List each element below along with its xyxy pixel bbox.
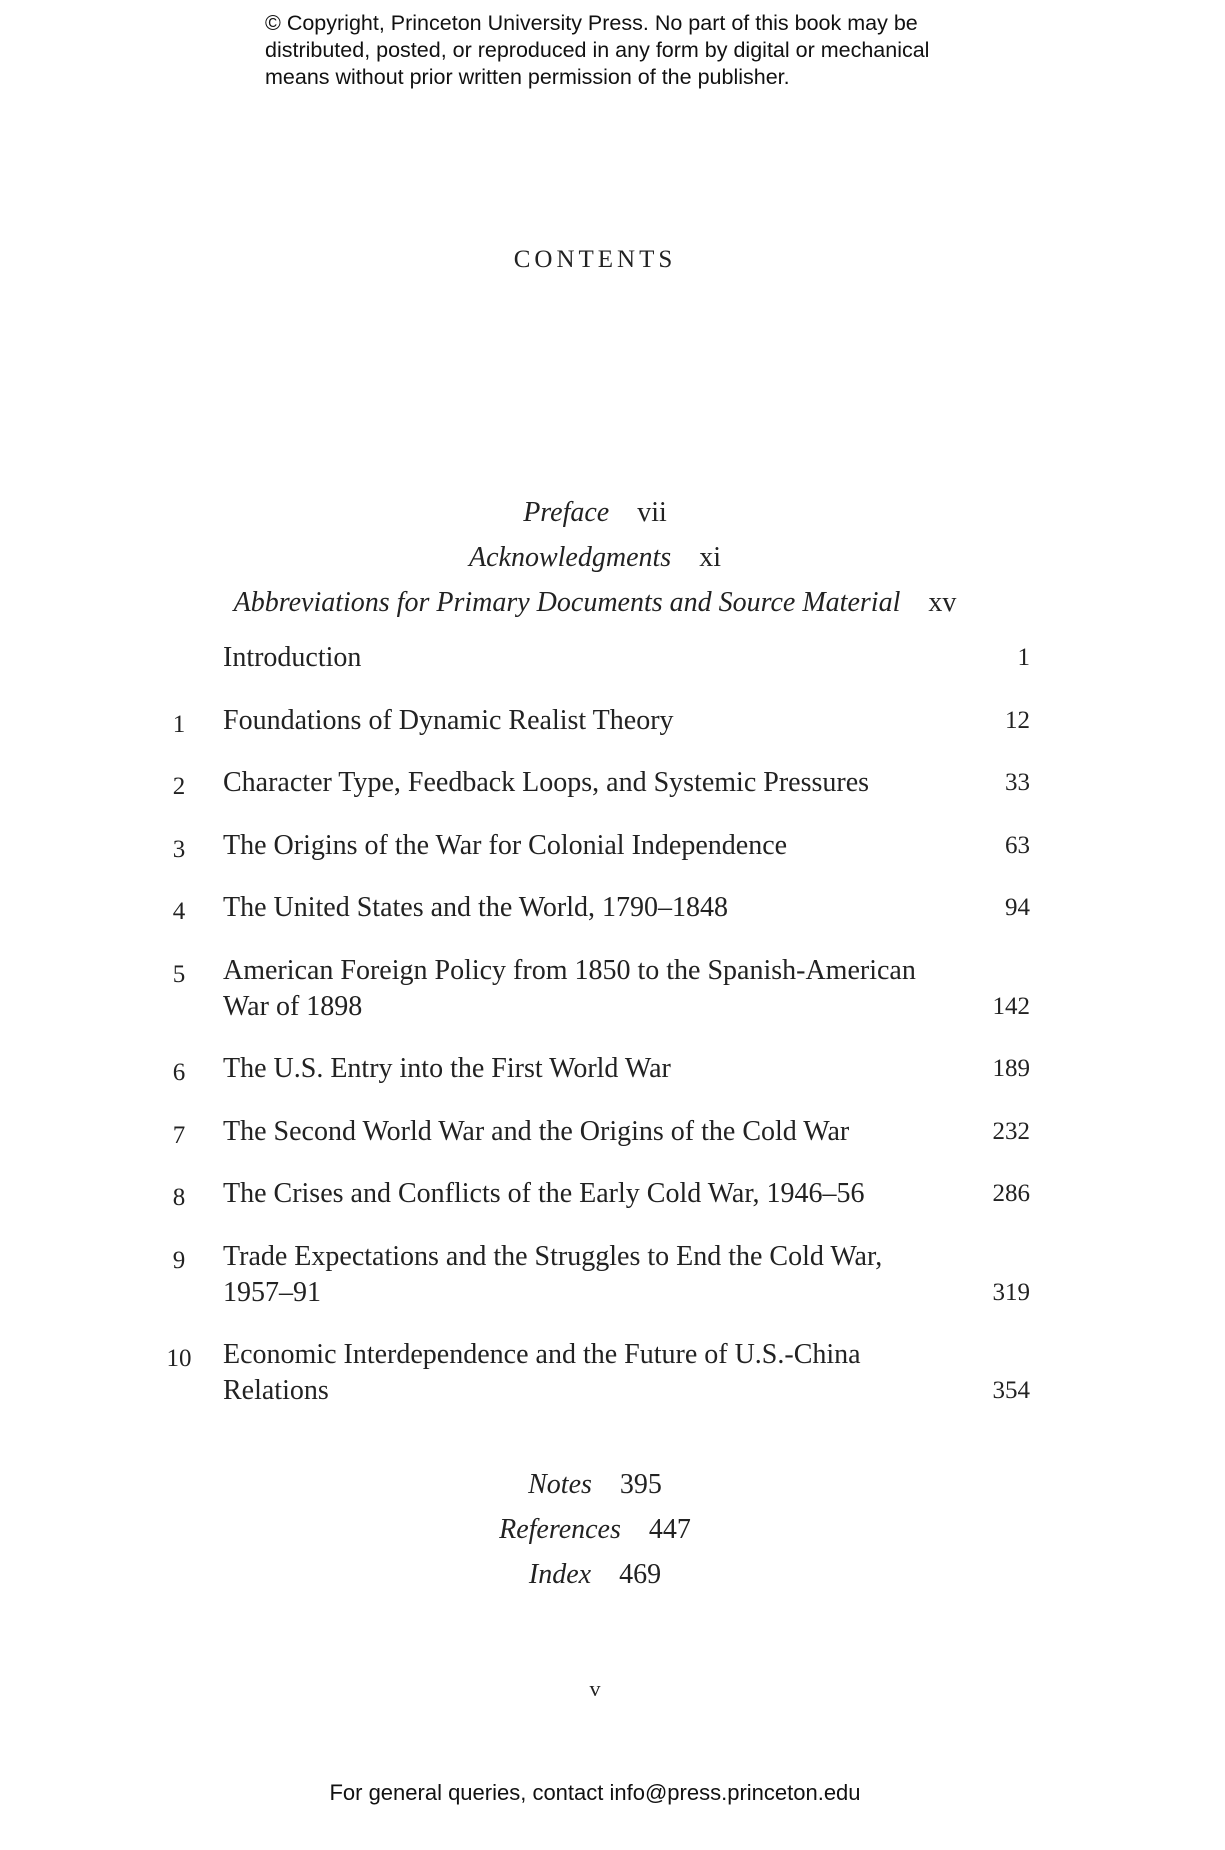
page-number: v (589, 1676, 601, 1701)
chapter-title: Foundations of Dynamic Realist Theory (223, 704, 674, 736)
chapter-number: 10 (166, 1345, 192, 1372)
front-matter-entry (0, 535, 1190, 580)
entry-title: Abbreviations for Primary Documents and Source Material (233, 587, 901, 618)
chapter-entry (160, 1114, 1030, 1150)
back-matter-entry (0, 1552, 1190, 1597)
chapter-page: 94 (1005, 894, 1030, 921)
entry-page: vii (637, 497, 667, 528)
chapter-page: 142 (992, 992, 1030, 1020)
entry-page: 447 (648, 1514, 691, 1545)
back-matter-entry (0, 1507, 1190, 1552)
chapter-entry (160, 1176, 1030, 1212)
entry-title: Notes (528, 1469, 592, 1500)
chapter-title: The Origins of the War for Colonial Independence (223, 829, 788, 861)
chapter-number: 8 (172, 1184, 186, 1211)
chapter-entry (160, 1051, 1030, 1087)
chapter-number: 2 (172, 773, 186, 800)
chapter-title: The U.S. Entry into the First World War (223, 1053, 671, 1084)
front-matter-entry (0, 580, 1190, 625)
chapter-page: 189 (992, 1055, 1030, 1082)
chapter-entry (160, 1239, 1030, 1311)
chapter-entry (160, 640, 1030, 676)
entry-page: 469 (619, 1559, 662, 1590)
entry-page: 395 (619, 1469, 662, 1500)
chapter-title: The Second World War and the Origins of the Cold War (223, 1115, 850, 1147)
chapter-page: 319 (992, 1278, 1030, 1306)
chapter-number: 1 (172, 710, 186, 738)
footer-contact: For general queries, contact info@press.princeton.edu (329, 1780, 861, 1805)
entry-title: Index (528, 1559, 592, 1590)
chapter-title: Character Type, Feedback Loops, and Systemic Pressures (223, 767, 870, 798)
chapter-page: 33 (1005, 769, 1030, 796)
copyright-line-3: means without prior written permission of the publisher. (265, 65, 790, 89)
chapter-entry (160, 1337, 1030, 1409)
entry-title: References (499, 1514, 621, 1545)
chapter-page: 232 (992, 1117, 1030, 1145)
chapter-title: Trade Expectations and the Struggles to End the Cold War, 1957–91 (223, 1240, 883, 1308)
chapter-number: 3 (172, 835, 186, 863)
chapter-entry (160, 703, 1030, 739)
entry-page: xi (699, 542, 721, 573)
copyright-notice (265, 10, 1025, 91)
chapter-page: 286 (992, 1180, 1030, 1207)
chapter-title: Economic Interdependence and the Future of U.S.-China Relations (223, 1339, 861, 1406)
chapter-number: 7 (172, 1121, 186, 1149)
front-matter-entry (0, 490, 1190, 535)
chapter-entry (160, 765, 1030, 801)
chapter-page: 12 (1005, 706, 1030, 734)
chapter-entry (160, 953, 1030, 1025)
front-matter-list (0, 490, 1190, 625)
contents-heading: CONTENTS (513, 246, 677, 273)
chapter-list (160, 640, 1030, 1436)
chapter-page: 63 (1005, 831, 1030, 859)
chapter-entry (160, 828, 1030, 864)
entry-page: xv (928, 587, 957, 618)
entry-title: Preface (523, 497, 610, 528)
chapter-number: 6 (172, 1059, 186, 1086)
back-matter-entry (0, 1462, 1190, 1507)
chapter-page: 354 (992, 1377, 1030, 1404)
chapter-page: 1 (1017, 644, 1030, 671)
chapter-title: The Crises and Conflicts of the Early Cold War, 1946–56 (223, 1178, 865, 1209)
chapter-number: 9 (172, 1246, 186, 1274)
copyright-line-2: distributed, posted, or reproduced in any form by digital or mechanical (265, 38, 930, 62)
chapter-number: 5 (172, 960, 186, 988)
chapter-title: American Foreign Policy from 1850 to the Spanish-American War of 1898 (223, 954, 916, 1022)
chapter-number: 4 (172, 898, 186, 925)
chapter-entry (160, 890, 1030, 926)
chapter-title: The United States and the World, 1790–1848 (223, 892, 729, 923)
back-matter-list (0, 1462, 1190, 1597)
entry-title: Acknowledgments (469, 542, 672, 573)
copyright-line-1: © Copyright, Princeton University Press. No part of this book may be (265, 11, 918, 35)
chapter-title: Introduction (223, 642, 362, 673)
